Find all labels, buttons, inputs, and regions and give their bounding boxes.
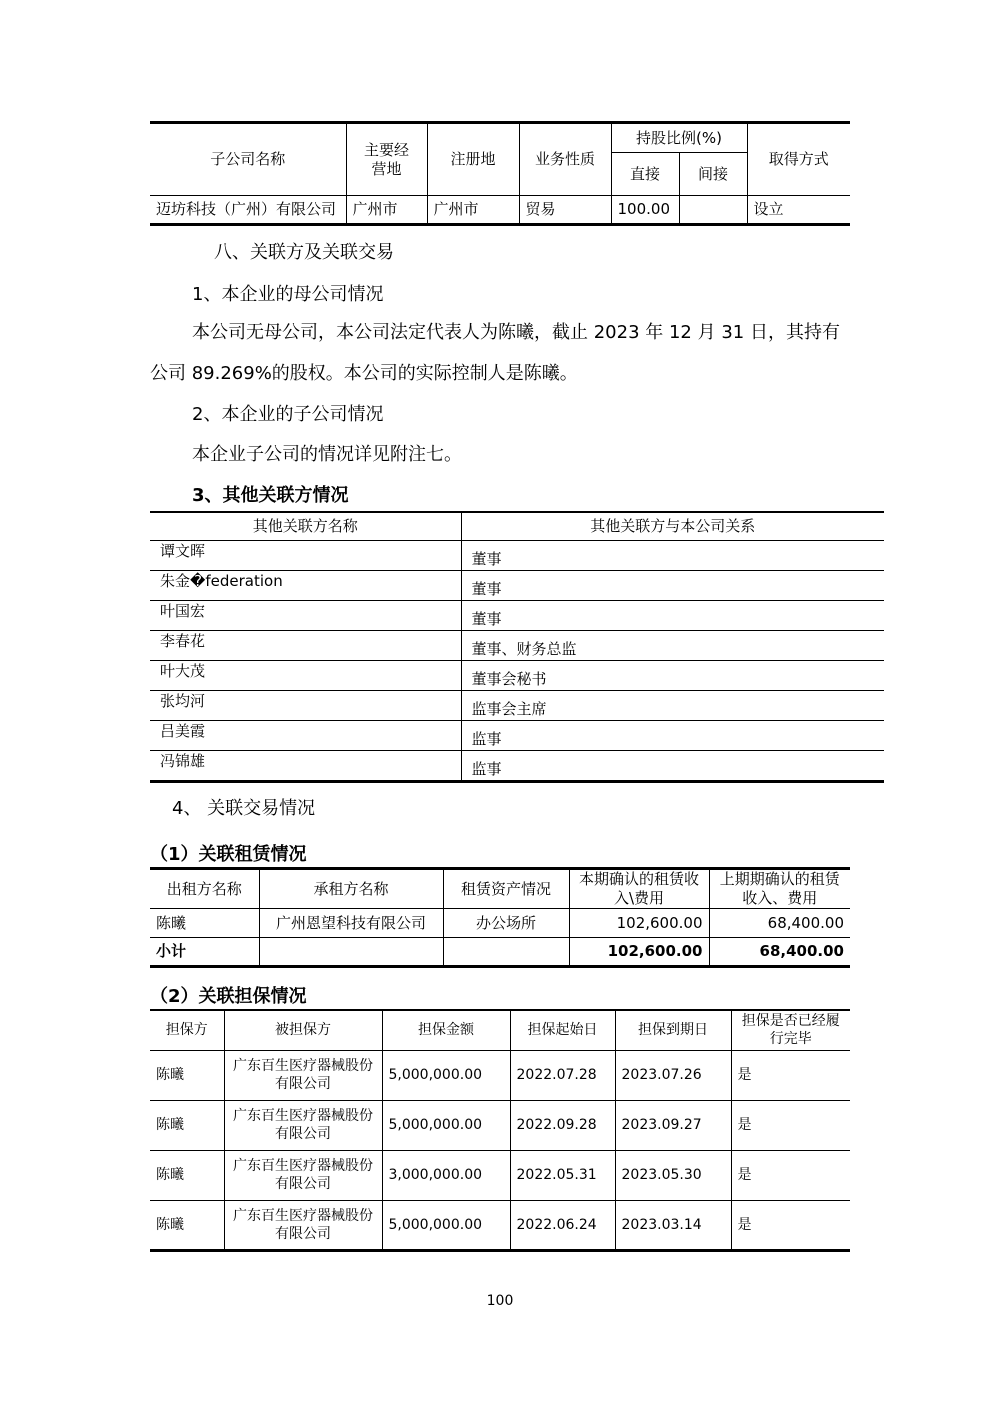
cell-guarantor: 陈曦: [150, 1100, 224, 1150]
header-ratio: 持股比例(%): [611, 123, 747, 153]
subtotal-empty: [443, 938, 569, 967]
section-4-2-title: （2）关联担保情况: [150, 986, 307, 1007]
section-title: 八、关联方及关联交易: [214, 242, 394, 263]
party-name: 叶大茂: [150, 661, 461, 691]
cell-indirect: [679, 196, 747, 225]
table-row: [150, 571, 884, 601]
table-row: [150, 601, 884, 631]
header-previous: 上期期确认的租赁收入、费用: [709, 869, 850, 909]
subtotal-label: 小计: [150, 938, 259, 967]
party-name: 冯锦雄: [150, 751, 461, 782]
party-relation: 董事: [461, 541, 884, 571]
section-4-1-title: （1）关联租赁情况: [150, 844, 307, 865]
cell-guaranteed: 广东百生医疗器械股份有限公司: [224, 1200, 382, 1250]
party-name: 朱金�federation: [150, 571, 461, 601]
cell-lessor: 陈曦: [150, 909, 259, 938]
cell-start: 2022.07.28: [510, 1050, 615, 1100]
header-acquire: 取得方式: [747, 123, 850, 196]
header-done: 担保是否已经履行完毕: [731, 1010, 850, 1050]
cell-amount: 5,000,000.00: [382, 1050, 510, 1100]
guarantee-table: [150, 1009, 850, 1252]
header-start: 担保起始日: [510, 1010, 615, 1050]
header-party-name: 其他关联方名称: [150, 512, 461, 541]
other-parties-table: [150, 511, 884, 783]
party-relation: 董事: [461, 571, 884, 601]
table-row: [150, 691, 884, 721]
cell-done: 是: [731, 1200, 850, 1250]
subtotal-row: [150, 938, 850, 967]
cell-amount: 5,000,000.00: [382, 1100, 510, 1150]
table-row: [150, 909, 850, 938]
cell-previous: 68,400.00: [709, 909, 850, 938]
cell-amount: 5,000,000.00: [382, 1200, 510, 1250]
party-name: 吕美霞: [150, 721, 461, 751]
cell-end: 2023.09.27: [615, 1100, 731, 1150]
subtotal-current: 102,600.00: [569, 938, 709, 967]
header-amount: 担保金额: [382, 1010, 510, 1050]
cell-start: 2022.06.24: [510, 1200, 615, 1250]
party-relation: 监事: [461, 721, 884, 751]
cell-main-place: 广州市: [346, 196, 427, 225]
party-relation: 董事会秘书: [461, 661, 884, 691]
cell-guaranteed: 广东百生医疗器械股份有限公司: [224, 1150, 382, 1200]
table-row: [150, 721, 884, 751]
cell-guaranteed: 广东百生医疗器械股份有限公司: [224, 1050, 382, 1100]
table-row: [150, 1200, 850, 1250]
header-main-place: 主要经营地: [346, 123, 427, 196]
party-relation: 董事、财务总监: [461, 631, 884, 661]
cell-end: 2023.03.14: [615, 1200, 731, 1250]
cell-amount: 3,000,000.00: [382, 1150, 510, 1200]
header-current: 本期确认的租赁收入\费用: [569, 869, 709, 909]
table-row: [150, 1150, 850, 1200]
subsidiary-table: [150, 121, 850, 226]
section-3-title: 3、其他关联方情况: [192, 485, 349, 506]
cell-name: 迈坊科技（广州）有限公司: [150, 196, 346, 225]
header-lessee: 承租方名称: [259, 869, 443, 909]
cell-reg-place: 广州市: [427, 196, 519, 225]
section-2-text: 本企业子公司的情况详见附注七。: [192, 444, 462, 465]
cell-guarantor: 陈曦: [150, 1200, 224, 1250]
cell-end: 2023.07.26: [615, 1050, 731, 1100]
section-4-title: 4、 关联交易情况: [172, 798, 316, 819]
table-row: [150, 1050, 850, 1100]
header-subsidiary-name: 子公司名称: [150, 123, 346, 196]
cell-direct: 100.00: [611, 196, 679, 225]
header-end: 担保到期日: [615, 1010, 731, 1050]
section-2-title: 2、本企业的子公司情况: [192, 404, 384, 425]
party-relation: 监事会主席: [461, 691, 884, 721]
cell-business: 贸易: [519, 196, 611, 225]
party-name: 叶国宏: [150, 601, 461, 631]
page-number: 100: [486, 1293, 514, 1309]
cell-asset: 办公场所: [443, 909, 569, 938]
cell-current: 102,600.00: [569, 909, 709, 938]
party-name: 谭文晖: [150, 541, 461, 571]
cell-done: 是: [731, 1150, 850, 1200]
table-row: [150, 1100, 850, 1150]
party-relation: 董事: [461, 601, 884, 631]
table-row: [150, 631, 884, 661]
lease-table: [150, 867, 850, 968]
party-name: 张均河: [150, 691, 461, 721]
cell-lessee: 广州恩望科技有限公司: [259, 909, 443, 938]
subtotal-previous: 68,400.00: [709, 938, 850, 967]
table-row: [150, 196, 850, 225]
cell-done: 是: [731, 1100, 850, 1150]
subtotal-empty: [259, 938, 443, 967]
cell-guarantor: 陈曦: [150, 1150, 224, 1200]
cell-start: 2022.05.31: [510, 1150, 615, 1200]
party-name: 李春花: [150, 631, 461, 661]
table-row: [150, 751, 884, 782]
cell-done: 是: [731, 1050, 850, 1100]
header-asset: 租赁资产情况: [443, 869, 569, 909]
cell-start: 2022.09.28: [510, 1100, 615, 1150]
section-1-title: 1、本企业的母公司情况: [192, 284, 384, 305]
header-party-relation: 其他关联方与本公司关系: [461, 512, 884, 541]
header-guarantor: 担保方: [150, 1010, 224, 1050]
header-direct: 直接: [611, 153, 679, 196]
header-business: 业务性质: [519, 123, 611, 196]
header-guaranteed: 被担保方: [224, 1010, 382, 1050]
cell-end: 2023.05.30: [615, 1150, 731, 1200]
party-relation: 监事: [461, 751, 884, 782]
cell-guarantor: 陈曦: [150, 1050, 224, 1100]
cell-acquire: 设立: [747, 196, 850, 225]
header-lessor: 出租方名称: [150, 869, 259, 909]
cell-guaranteed: 广东百生医疗器械股份有限公司: [224, 1100, 382, 1150]
header-indirect: 间接: [679, 153, 747, 196]
section-1-text: 本公司无母公司，本公司法定代表人为陈曦，截止 2023 年 12 月 31 日，其持有公司 89.269%的股权。本公司的实际控制人是陈曦。: [150, 322, 840, 384]
header-reg-place: 注册地: [427, 123, 519, 196]
table-row: [150, 661, 884, 691]
table-row: [150, 541, 884, 571]
